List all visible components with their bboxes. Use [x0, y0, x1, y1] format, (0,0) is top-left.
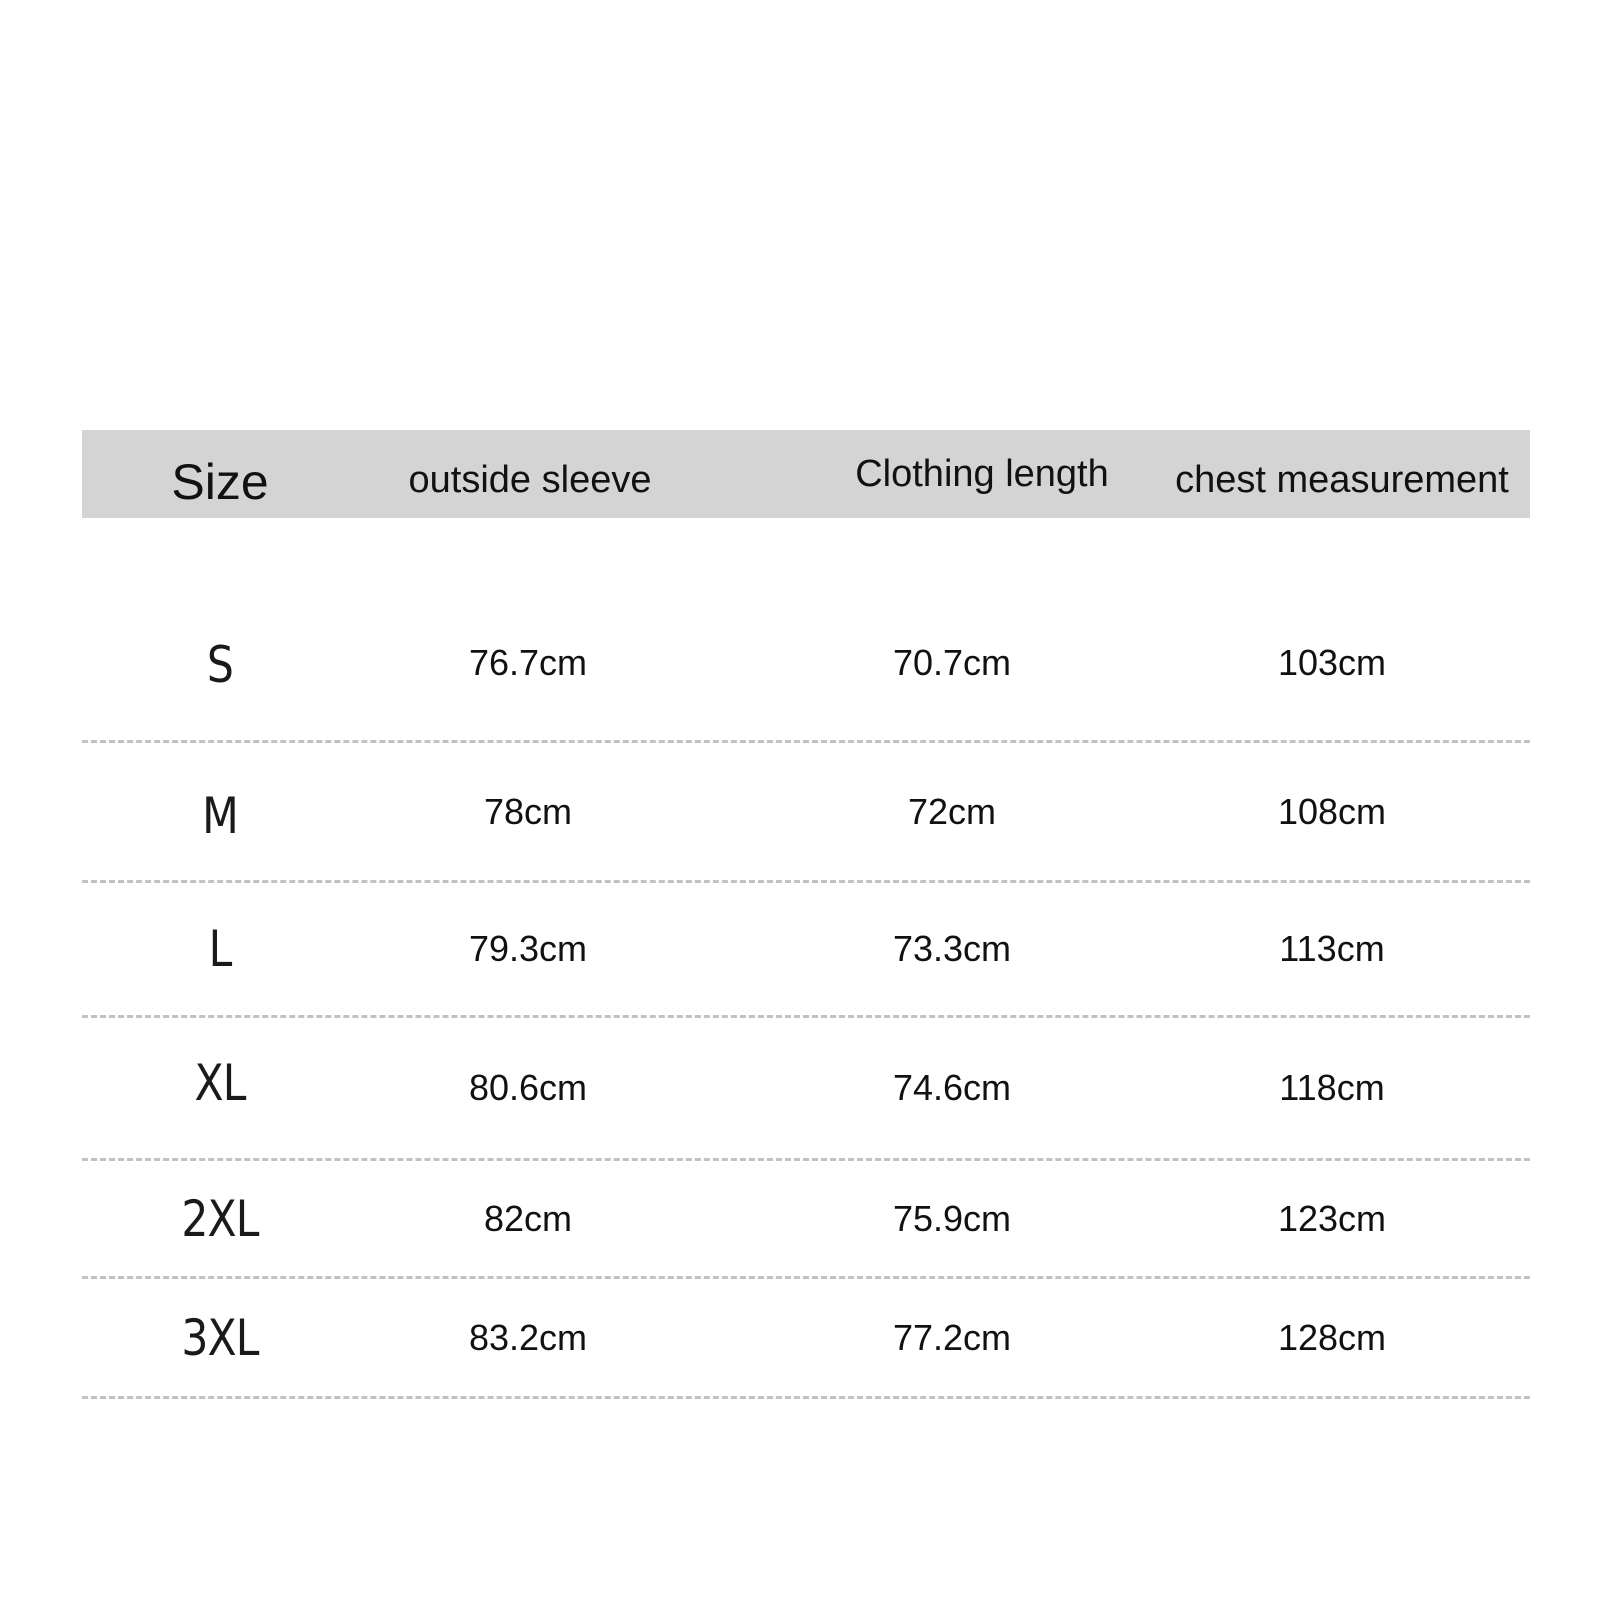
chest-cell: 113cm [1279, 928, 1385, 969]
size-cell: XL [194, 1054, 246, 1112]
chest-cell: 103cm [1277, 642, 1387, 683]
sleeve-cell: 80.6cm [468, 1067, 588, 1108]
table-row [82, 883, 1530, 1018]
table-header-row [82, 430, 1530, 518]
table-row [82, 1018, 1530, 1161]
length-cell: 75.9cm [892, 1197, 1012, 1239]
length-cell: 77.2cm [892, 1316, 1012, 1358]
header-chest-measurement: chest measurement [1175, 458, 1509, 501]
length-cell: 74.6cm [892, 1067, 1012, 1108]
table-row [82, 1161, 1530, 1279]
header-outside-sleeve: outside sleeve [408, 458, 652, 501]
header-clothing-length: Clothing length [855, 452, 1109, 495]
chest-cell: 118cm [1279, 1067, 1385, 1108]
size-cell: S [206, 636, 234, 694]
sleeve-cell: 78cm [483, 790, 573, 832]
table-row [82, 1279, 1530, 1399]
length-cell: 73.3cm [892, 928, 1012, 969]
table-row [82, 743, 1530, 883]
sleeve-cell: 76.7cm [468, 642, 588, 683]
chest-cell: 123cm [1277, 1197, 1387, 1239]
chest-cell: 108cm [1277, 790, 1387, 832]
chest-cell: 128cm [1277, 1316, 1387, 1358]
length-cell: 70.7cm [892, 642, 1012, 683]
size-cell: 2XL [181, 1189, 259, 1248]
header-size: Size [171, 454, 269, 510]
size-cell: 3XL [181, 1308, 259, 1367]
sleeve-cell: 83.2cm [468, 1316, 588, 1358]
length-cell: 72cm [907, 790, 997, 832]
size-cell: M [202, 786, 238, 845]
sleeve-cell: 79.3cm [468, 928, 588, 969]
size-chart-table [82, 430, 1530, 1399]
table-row [82, 518, 1530, 743]
size-cell: L [208, 920, 232, 978]
sleeve-cell: 82cm [483, 1197, 573, 1239]
